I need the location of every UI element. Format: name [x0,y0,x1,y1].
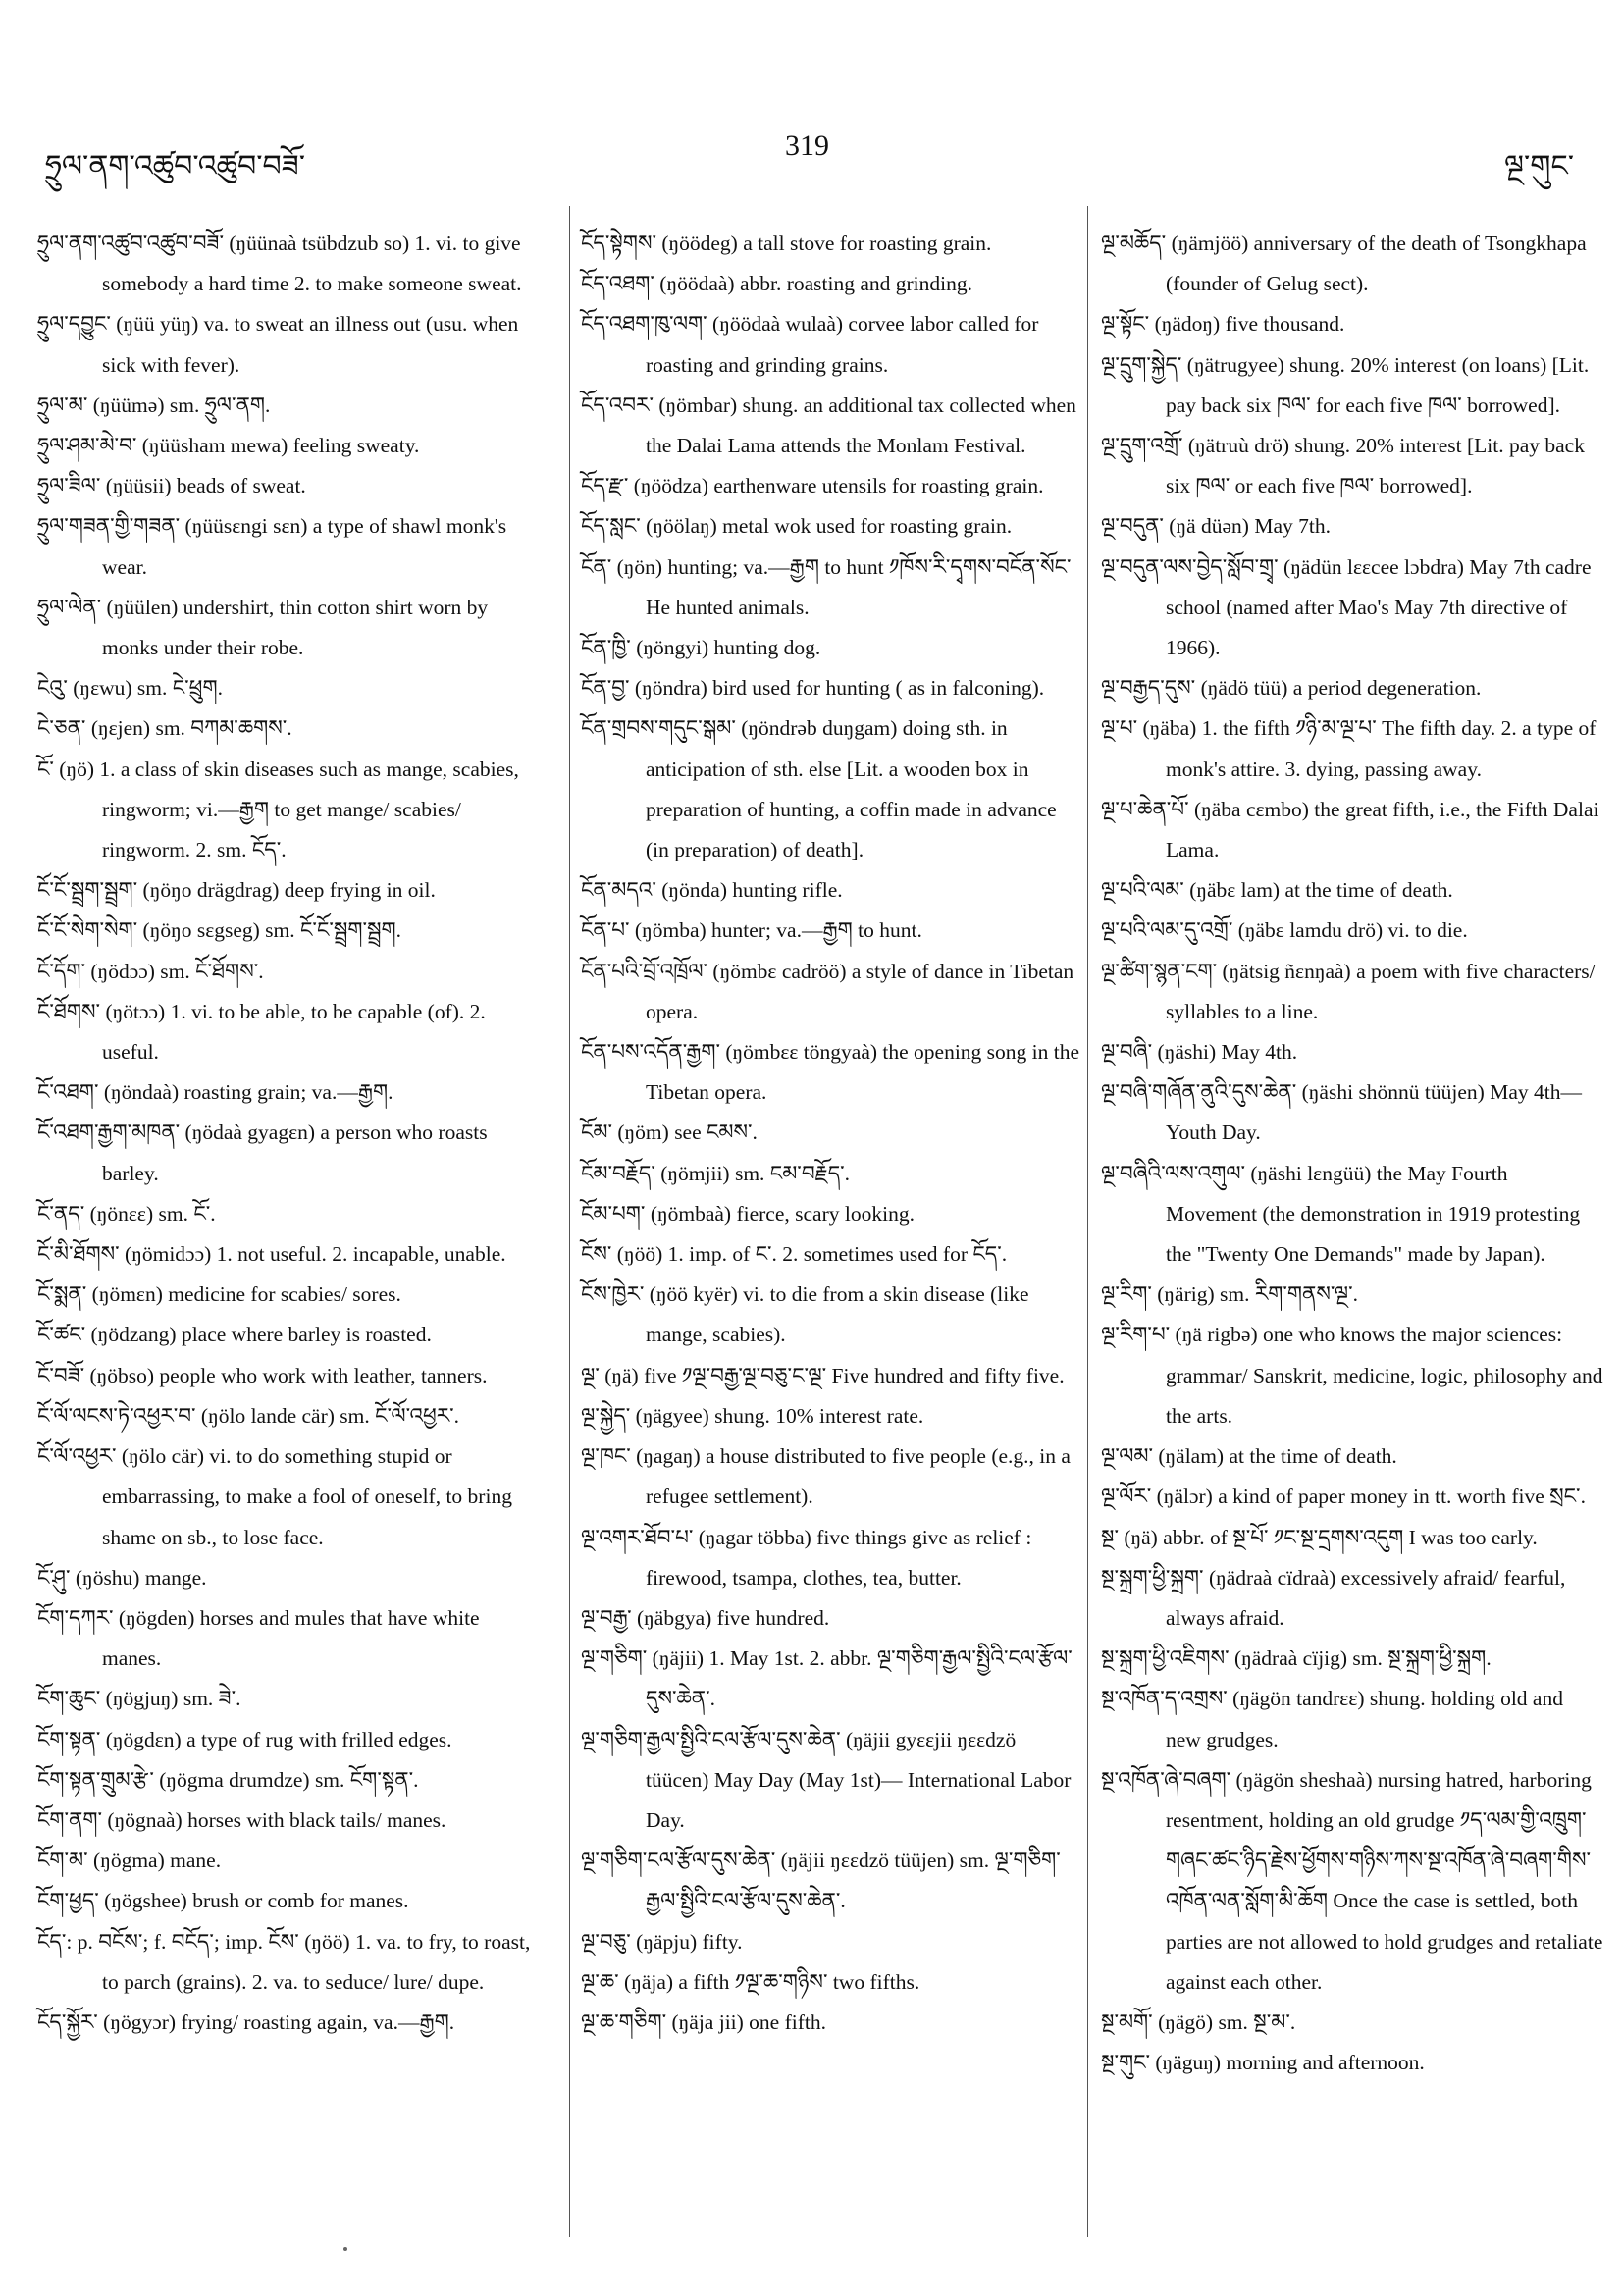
dictionary-entry: ངོག་ཕྱད་ (ŋögshee) brush or comb for manes. [37,1889,409,1913]
page-header [0,130,1623,188]
dictionary-column-3 [1101,224,1603,2083]
dictionary-entry: ངོ་ (ŋö) 1. a class of skin diseases such as mange, scabies, ringworm; vi.—རྒྱག to get mange/ scabies/ ringworm. 2. sm. ངོད་. [37,757,519,862]
dictionary-entry: ངོ་ཚང་ (ŋödzang) place where barley is roasted. [37,1323,432,1347]
dictionary-entry: ལྔ་གཅིག་ (ŋäjii) 1. May 1st. 2. abbr. ལྔ་གཅིག་རྒྱལ་སྤྱིའི་ངལ་རྩོལ་དུས་ཆེན་. [581,1646,1073,1711]
dictionary-entry: ངོ་ལོ་ལངས་ཏེ་འཕྱར་བ་ (ŋölo lande cär) sm. ངོ་ལོ་འཕྱར་. [37,1403,460,1428]
dictionary-entry: ལྔ་བཅུ་ (ŋäpju) fifty. [581,1929,743,1954]
dictionary-entry: ངོན་མདའ་ (ŋönda) hunting rifle. [581,878,843,903]
dictionary-entry: ངོད་སྐྱོར་ (ŋögyɔr) frying/ roasting again, va.—རྒྱག. [37,2009,455,2034]
dictionary-entry: ལྔ་པ་ (ŋäba) 1. the fifth ༡ཉི་མ་ལྔ་པ་ The fifth day. 2. a type of monk's attire. 3. dying, passing away. [1101,716,1597,781]
dictionary-entry: ངོ་སྨན་ (ŋömɛn) medicine for scabies/ sores. [37,1282,401,1307]
left-guideword: ཧྲུལ་ནག་འཚུབ་འཚུབ་བཟོ་ [45,150,306,183]
dictionary-entry: ངོན་བྱ་ (ŋöndra) bird used for hunting ( as in falconing). [581,676,1045,701]
dictionary-entry: ལྔ་བཞིའི་ལས་འགུལ་ (ŋäshi lɛngüü) the May Fourth Movement (the demonstration in 1919 protesting the "Twenty One Demands" made by Japan). [1101,1161,1581,1267]
dictionary-entry: ངེ་ཅན་ (ŋɛjen) sm. བཀམ་ཆགས་. [37,716,292,741]
right-guideword: ལྔ་གུང་ [1503,150,1574,183]
dictionary-entry: ངོན་གྲབས་གདུང་སྒམ་ (ŋöndrəb duŋgam) doing sth. in anticipation of sth. else [Lit. a wooden box in preparation of hunting, a coffin made in advance (in preparation) of death]. [581,716,1057,862]
dictionary-entry: ལྔ་རིག་ (ŋärig) sm. རིག་གནས་ལྔ་. [1101,1282,1358,1307]
dictionary-entry: ལྔ་བརྒྱད་དུས་ (ŋädö tüü) a period degeneration. [1101,676,1482,701]
dictionary-entry: ལྔ་པའི་ལམ་དུ་འགྲོ་ (ŋäbɛ lamdu drö) vi. to die. [1101,918,1468,943]
dictionary-entry: ངོན་ཁྱི་ (ŋöngyi) hunting dog. [581,636,821,660]
dictionary-entry: ལྔ་ཚིག་སྙན་ངག་ (ŋätsig ñɛnŋaà) a poem with five characters/ syllables to a line. [1101,959,1596,1023]
dictionary-entry: ལྔ་པ་ཆེན་པོ་ (ŋäba cɛmbo) the great fifth, i.e., the Fifth Dalai Lama. [1101,797,1599,862]
dictionary-entry: ལྔ་གཅིག་ངལ་རྩོལ་དུས་ཆེན་ (ŋäjii ŋɛɛdzö tüüjen) sm. ལྔ་གཅིག་རྒྱལ་སྤྱིའི་ངལ་རྩོལ་དུས་ཆེན་. [581,1849,1061,1913]
dictionary-entry: ངོད་སླང་ (ŋöölaŋ) metal wok used for roasting grain. [581,514,1013,539]
column-divider [1087,206,1088,2237]
dictionary-entry: ལྔ་དྲུག་འགྲོ་ (ŋätruù drö) shung. 20% interest [Lit. pay back six ཁལ་ or each five ཁལ་ borrowed]. [1101,434,1585,498]
dictionary-entry: ཧྲུལ་ལེན་ (ŋüülen) undershirt, thin cotton shirt worn by monks under their robe. [37,595,489,660]
column-divider [569,206,570,2237]
dictionary-entry: ངོག་ཆུང་ (ŋögjuŋ) sm. ཟེ་. [37,1687,241,1711]
dictionary-entry: ངོན་ (ŋön) hunting; va.—རྒྱག to hunt ༡ཁོས་རི་དྭགས་བངོན་སོང་ He hunted animals. [581,554,1072,619]
dictionary-entry: ངོན་པའི་བྲོ་འཁྲོལ་ (ŋömbɛ cadröö) a style of dance in Tibetan opera. [581,959,1074,1023]
dictionary-entry: ལྔ་བདུན་ལས་བྱེད་སློབ་གྲྭ་ (ŋädün lɛɛcee lɔbdra) May 7th cadre school (named after Mao's May 7th directive of 1966). [1101,554,1592,660]
dictionary-entry: ལྔ་བཞི་གཞོན་ནུའི་དུས་ཆེན་ (ŋäshi shönnü tüüjen) May 4th—Youth Day. [1101,1080,1582,1145]
dictionary-entry: ལྔ་རིག་པ་ (ŋä rigbə) one who knows the major sciences: grammar/ Sanskrit, medicine, logic, philosophy and the arts. [1101,1323,1603,1428]
dictionary-entry: ངོ་འཐག་ (ŋöndaà) roasting grain; va.—རྒྱག. [37,1080,393,1105]
dictionary-entry: ལྔ་བརྒྱ་ (ŋäbgya) five hundred. [581,1605,830,1630]
dictionary-entry: ངོད་: p. བངོས་; f. བངོད་; imp. ངོས་ (ŋöö) 1. va. to fry, to roast, to parch (grains). 2. va. to seduce/ lure/ dupe. [37,1929,531,1994]
dictionary-entry: སྔ་ (ŋä) abbr. of སྔ་པོ་ ༡ང་སྔ་དྲགས་འདུག I was too early. [1101,1525,1538,1549]
dictionary-entry: ཧྲུལ་ཤམ་མེ་བ་ (ŋüüsham mewa) feeling sweaty. [37,434,420,458]
dictionary-entry: ལྔ་གཅིག་རྒྱལ་སྤྱིའི་ངལ་རྩོལ་དུས་ཆེན་ (ŋäjii gyɛɛjii ŋɛɛdzö tüücen) May Day (May 1st)— International Labor Day. [581,1727,1072,1832]
page-number: 319 [785,130,829,162]
dictionary-column-2 [581,224,1083,2043]
dictionary-entry: ལྔ་སྐྱེད་ (ŋägyee) shung. 10% interest rate. [581,1403,924,1428]
dictionary-entry: ངོ་ལོ་འཕྱར་ (ŋölo cär) vi. to do something stupid or embarrassing, to make a fool of oneself, to bring shame on sb., to lose face. [37,1444,512,1549]
dictionary-entry: ལྔ་བཞི་ (ŋäshi) May 4th. [1101,1040,1298,1065]
dictionary-entry: ངོག་སྟན་ (ŋögdɛn) a type of rug with frilled edges. [37,1727,452,1751]
dictionary-entry: ངོམ་ (ŋöm) see ངམས་. [581,1121,758,1145]
dictionary-entry: ལྔ་བདུན་ (ŋä düən) May 7th. [1101,514,1331,539]
dictionary-entry: ལྔ་པའི་ལམ་ (ŋäbɛ lam) at the time of death. [1101,878,1453,903]
dictionary-entry: ངོག་ནག་ (ŋögnaà) horses with black tails/ manes. [37,1807,446,1832]
dictionary-entry: སྔ་འཁོན་ཞེ་བཞག་ (ŋägön sheshaà) nursing hatred, harboring resentment, holding an old grudge ༡ད་ལམ་གྱི་འཁྲུག་གཞང་ཚང་ཉིད་རྗེས་ཕྱོགས་གཉིས་ཀས་སྔ་འཁོན་ཞེ་བཞག་གིས་འཁོན་ལན་སློག་མི་ཆོག Once the case is settled, both parties are not allowed to hold grudges and retaliate against each other. [1101,1767,1603,1994]
dictionary-entry: ངོ་འཐག་རྒྱག་མཁན་ (ŋödaà gyagɛn) a person who roasts barley. [37,1121,488,1185]
dictionary-entry: ངོ་བཟོ་ (ŋöbso) people who work with leather, tanners. [37,1363,488,1387]
dictionary-entry: ངོ་ངོ་སེག་སེག་ (ŋöŋo sɛgseg) sm. ངོ་ངོ་སྦྲག་སྦྲག. [37,918,402,943]
dictionary-entry: ངོས་ཁྱེར་ (ŋöö kyër) vi. to die from a skin disease (like mange, scabies). [581,1282,1029,1347]
dictionary-entry: ངོ་ཤུ་ (ŋöshu) mange. [37,1565,207,1590]
dictionary-entry: ངོན་པ་ (ŋömba) hunter; va.—རྒྱག to hunt. [581,918,922,943]
dictionary-entry: ངོ་མི་ཐོགས་ (ŋömidɔɔ) 1. not useful. 2. incapable, unable. [37,1242,506,1267]
dictionary-entry: ཧྲུལ་ཟིལ་ (ŋüüsii) beads of sweat. [37,474,306,498]
dictionary-entry: ངོ་ཐོགས་ (ŋötɔɔ) 1. vi. to be able, to be capable (of). 2. useful. [37,999,486,1065]
dictionary-entry: ངོམ་བརྗོད་ (ŋömjii) sm. ངམ་བརྗོད་. [581,1161,851,1185]
dictionary-entry: ལྔ་ (ŋä) five ༡ལྔ་བརྒྱ་ལྔ་བཅུ་ང་ལྔ་ Five hundred and fifty five. [581,1363,1065,1387]
dictionary-entry: ལྔ་ཁང་ (ŋagaŋ) a house distributed to five people (e.g., in a refugee settlement). [581,1444,1071,1509]
dictionary-entry: སྔ་སྐྲག་ཕྱི་འཇིགས་ (ŋädraà cïjig) sm. སྔ་སྐྲག་ཕྱི་སྐྲག. [1101,1646,1492,1671]
dictionary-entry: ལྔ་ལམ་ (ŋälam) at the time of death. [1101,1444,1397,1469]
dictionary-entry: ངོ་ངོ་སྦྲག་སྦྲག་ (ŋöŋo drägdrag) deep frying in oil. [37,878,436,903]
dictionary-entry: ངོན་པས་འདོན་རྒྱག་ (ŋömbɛɛ töngyaà) the opening song in the Tibetan opera. [581,1040,1080,1105]
dictionary-entry: ཧྲུལ་ནག་འཚུབ་འཚུབ་བཟོ་ (ŋüünaà tsübdzub so) 1. vi. to give somebody a hard time 2. to make someone sweat. [37,232,522,296]
dictionary-entry: ཧྲུལ་དབྱུང་ (ŋüü yüŋ) va. to sweat an illness out (usu. when sick with fever). [37,312,519,377]
page-mark [343,2247,347,2251]
dictionary-entry: ལྔ་མཆོད་ (ŋämjöö) anniversary of the death of Tsongkhapa (founder of Gelug sect). [1101,232,1587,296]
dictionary-entry: ངོད་འབར་ (ŋömbar) shung. an additional tax collected when the Dalai Lama attends the Monlam Festival. [581,392,1076,458]
dictionary-entry: ངོ་དོག་ (ŋödɔɔ) sm. ངོ་ཐོགས་. [37,959,264,983]
dictionary-entry: ལྔ་ལོར་ (ŋälɔr) a kind of paper money in tt. worth five སྲང་. [1101,1485,1586,1509]
dictionary-entry: ངོ་ནད་ (ŋönɛɛ) sm. ངོ་. [37,1201,216,1226]
dictionary-entry: ལྔ་འགར་ཐོབ་པ་ (ŋagar többa) five things give as relief : firewood, tsampa, clothes, tea, butter. [581,1525,1032,1590]
dictionary-entry: སྔ་སྐྲག་ཕྱི་སྐྲག་ (ŋädraà cïdraà) excessively afraid/ fearful, always afraid. [1101,1565,1566,1630]
dictionary-entry: སྔ་འཁོན་ད་འགྲས་ (ŋägön tandrɛɛ) shung. holding old and new grudges. [1101,1687,1563,1751]
dictionary-entry: ལྔ་སྟོང་ (ŋädoŋ) five thousand. [1101,312,1345,337]
dictionary-entry: སྔ་གུང་ (ŋäguŋ) morning and afternoon. [1101,2051,1425,2075]
dictionary-entry: ངོད་འཐག་ཁུ་ལག་ (ŋöödaà wulaà) corvee labor called for roasting and grinding grains. [581,312,1039,377]
dictionary-entry: ངོག་དཀར་ (ŋögden) horses and mules that have white manes. [37,1605,480,1671]
dictionary-entry: ངོད་སྟེགས་ (ŋöödeg) a tall stove for roasting grain. [581,232,992,255]
dictionary-entry: ངོད་རྫ་ (ŋöödza) earthenware utensils for roasting grain. [581,474,1044,498]
dictionary-entry: ངོས་ (ŋöö) 1. imp. of ང་. 2. sometimes used for ངོད་. [581,1242,1008,1267]
dictionary-entry: ངེའུ་ (ŋɛwu) sm. ངེ་ཕྲུག. [37,676,223,701]
dictionary-column-1 [37,224,540,2043]
dictionary-entry: ངོམ་པག་ (ŋömbaà) fierce, scary looking. [581,1201,915,1226]
dictionary-entry: ངོག་སྟན་གྲུམ་རྩེ་ (ŋögma drumdze) sm. ངོག་སྟན་. [37,1767,419,1792]
dictionary-entry: སྔ་མགོ་ (ŋägö) sm. སྔ་མ་. [1101,2009,1296,2034]
dictionary-entry: ངོག་མ་ (ŋögma) mane. [37,1849,222,1873]
dictionary-entry: ལྔ་ཆ་གཅིག་ (ŋäja jii) one fifth. [581,2009,826,2034]
dictionary-entry: ངོད་འཐག་ (ŋöödaà) abbr. roasting and grinding. [581,272,973,296]
dictionary-entry: ཧྲུལ་གཟན་གྱི་གཟན་ (ŋüüsɛngi sɛn) a type of shawl monk's wear. [37,514,507,579]
dictionary-entry: ལྔ་ཆ་ (ŋäja) a fifth ༡ལྔ་ཆ་གཉིས་ two fifths. [581,1969,920,1994]
dictionary-entry: ཧྲུལ་མ་ (ŋüümə) sm. ཧྲུལ་ནག. [37,392,271,417]
dictionary-entry: ལྔ་དྲུག་སྐྱེད་ (ŋätrugyee) shung. 20% interest (on loans) [Lit. pay back six ཁལ་ for each five ཁལ་ borrowed]. [1101,352,1590,417]
